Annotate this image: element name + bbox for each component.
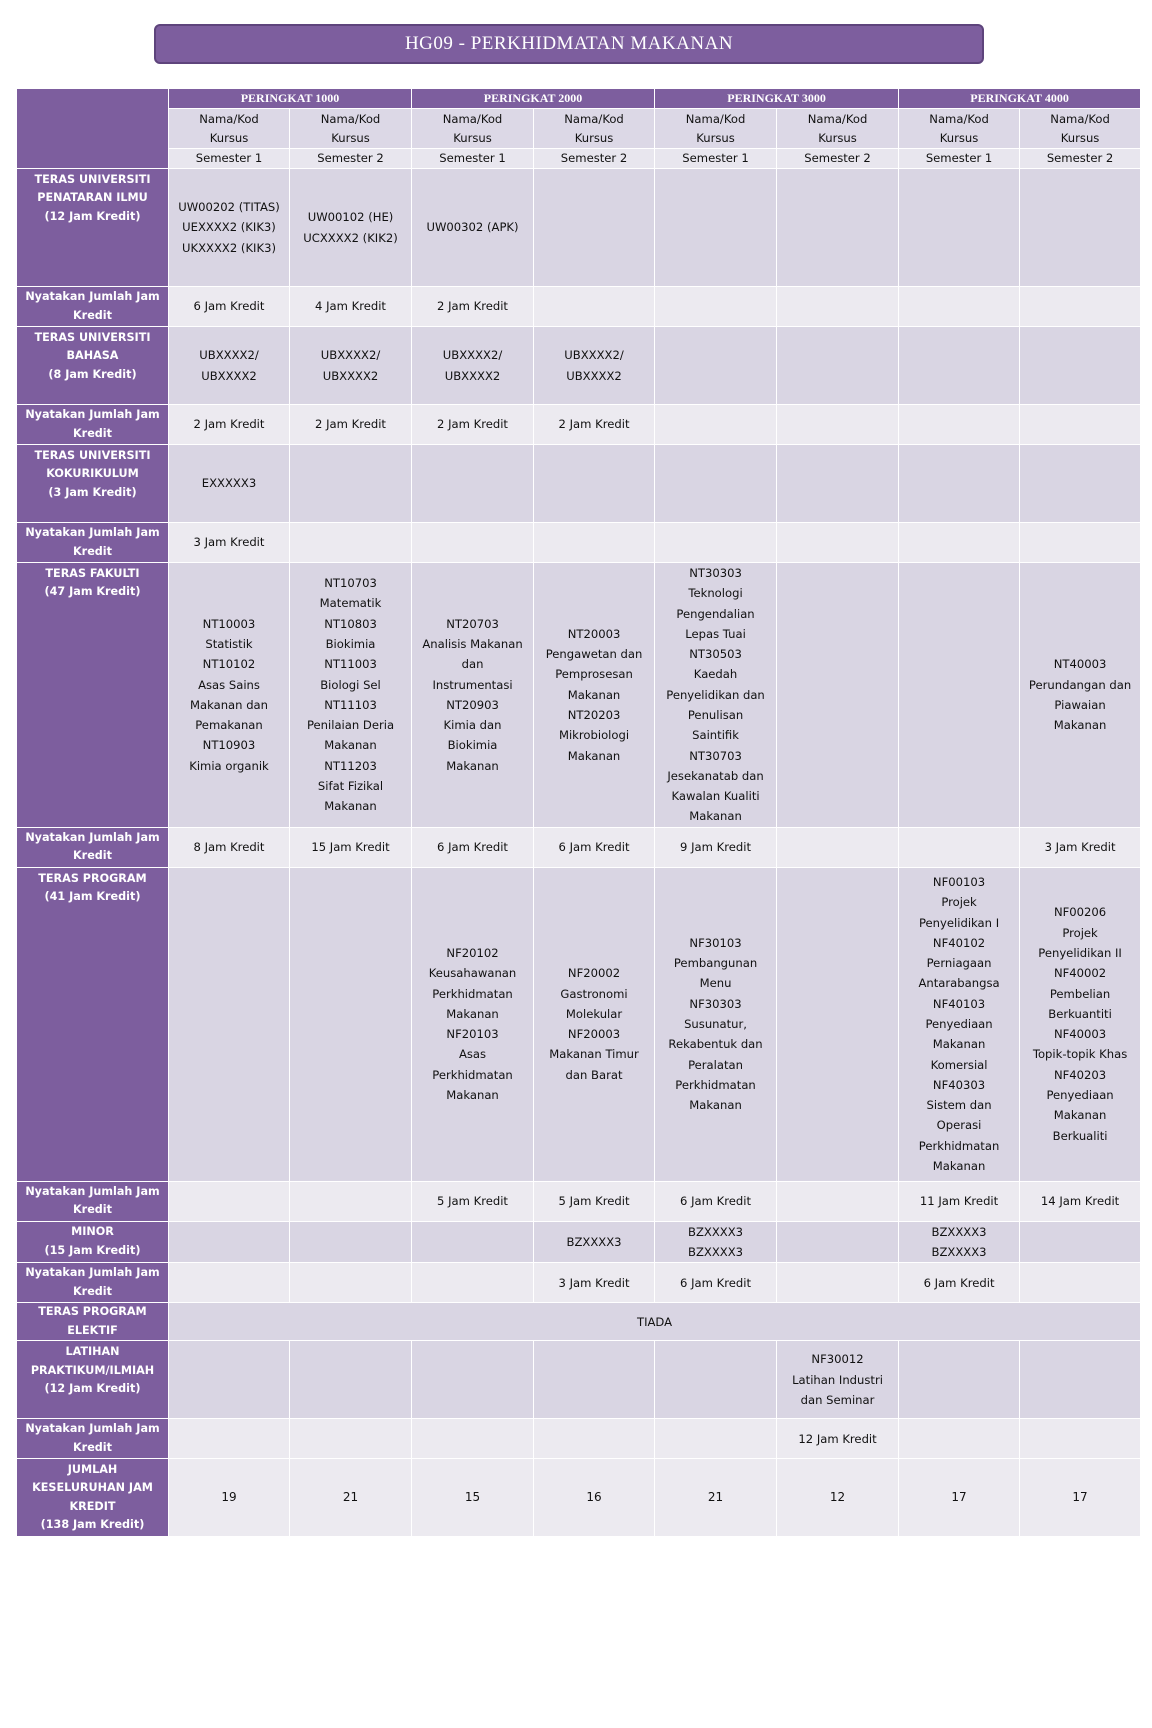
course-cell: [1020, 169, 1141, 287]
course-cell: UW00302 (APK): [412, 169, 534, 287]
curriculum-table: [16, 88, 1141, 1537]
credit-sum-cell: 4 Jam Kredit: [290, 287, 412, 327]
course-cell: [655, 445, 777, 523]
credit-sum-cell: 9 Jam Kredit: [655, 827, 777, 867]
credit-sum-cell: [899, 405, 1020, 445]
course-header: Nama/Kod Kursus: [777, 109, 899, 149]
credit-sum-cell: [777, 523, 899, 563]
page-title: HG09 - PERKHIDMATAN MAKANAN: [154, 24, 984, 64]
table-row: [17, 109, 1141, 149]
credit-sum-cell: 15 Jam Kredit: [290, 827, 412, 867]
credit-sum-cell: 2 Jam Kredit: [169, 405, 290, 445]
elektif-value: TIADA: [169, 1303, 1141, 1341]
credit-sum-cell: 6 Jam Kredit: [899, 1263, 1020, 1303]
table-row: [17, 1221, 1141, 1263]
credit-sum-cell: [655, 405, 777, 445]
course-cell: [290, 1341, 412, 1419]
course-cell: NF20102 Keusahawanan Perkhidmatan Makanan NF20103 Asas Perkhidmatan Makanan: [412, 867, 534, 1181]
course-cell: [1020, 1341, 1141, 1419]
course-cell: NT10703 Matematik NT10803 Biokimia NT11003 Biologi Sel NT11103 Penilaian Deria Makanan NT11203 Sifat Fizikal Makanan: [290, 563, 412, 828]
semester-header: Semester 2: [1020, 149, 1141, 169]
credit-sum-cell: [412, 1263, 534, 1303]
semester-header: Semester 1: [169, 149, 290, 169]
table-row: [17, 405, 1141, 445]
semester-header: Semester 1: [655, 149, 777, 169]
course-cell: [777, 563, 899, 828]
course-cell: NT20003 Pengawetan dan Pemprosesan Makanan NT20203 Mikrobiologi Makanan: [534, 563, 655, 828]
credit-sum-cell: [655, 287, 777, 327]
course-cell: [290, 1221, 412, 1263]
credit-sum-cell: 5 Jam Kredit: [412, 1181, 534, 1221]
total-credit-cell: 12: [777, 1459, 899, 1537]
course-cell: UBXXXX2/ UBXXXX2: [169, 327, 290, 405]
semester-header: Semester 1: [899, 149, 1020, 169]
total-credit-cell: 15: [412, 1459, 534, 1537]
course-cell: [412, 1221, 534, 1263]
course-cell: BZXXXX3 BZXXXX3: [655, 1221, 777, 1263]
course-cell: [777, 327, 899, 405]
table-row: [17, 149, 1141, 169]
total-credit-cell: 19: [169, 1459, 290, 1537]
course-cell: [1020, 445, 1141, 523]
total-credit-cell: 17: [899, 1459, 1020, 1537]
credit-sum-cell: [899, 523, 1020, 563]
course-cell: [777, 867, 899, 1181]
credit-sum-cell: 6 Jam Kredit: [655, 1181, 777, 1221]
table-row: [17, 523, 1141, 563]
course-cell: [1020, 327, 1141, 405]
course-cell: [1020, 1221, 1141, 1263]
course-cell: [169, 867, 290, 1181]
table-row: [17, 89, 1141, 109]
table-row: [17, 867, 1141, 1181]
credit-sum-cell: 12 Jam Kredit: [777, 1419, 899, 1459]
sum-label: Nyatakan Jumlah Jam Kredit: [17, 405, 169, 445]
level-header: PERINGKAT 1000: [169, 89, 412, 109]
course-cell: NF30012 Latihan Industri dan Seminar: [777, 1341, 899, 1419]
level-header: PERINGKAT 3000: [655, 89, 899, 109]
course-cell: NF00103 Projek Penyelidikan I NF40102 Perniagaan Antarabangsa NF40103 Penyediaan Makanan Komersial NF40303 Sistem dan Operasi Perkhidmatan Makanan: [899, 867, 1020, 1181]
table-row: [17, 1303, 1141, 1341]
credit-sum-cell: [534, 523, 655, 563]
credit-sum-cell: [899, 827, 1020, 867]
credit-sum-cell: 2 Jam Kredit: [412, 287, 534, 327]
course-cell: NF30103 Pembangunan Menu NF30303 Susunatur, Rekabentuk dan Peralatan Perkhidmatan Makanan: [655, 867, 777, 1181]
course-cell: NF20002 Gastronomi Molekular NF20003 Makanan Timur dan Barat: [534, 867, 655, 1181]
credit-sum-cell: 5 Jam Kredit: [534, 1181, 655, 1221]
semester-header: Semester 2: [777, 149, 899, 169]
credit-sum-cell: 14 Jam Kredit: [1020, 1181, 1141, 1221]
credit-sum-cell: [412, 1419, 534, 1459]
row-label-jumlah: JUMLAH KESELURUHAN JAM KREDIT (138 Jam Kredit): [17, 1459, 169, 1537]
course-cell: EXXXXX3: [169, 445, 290, 523]
course-cell: UW00202 (TITAS) UEXXXX2 (KIK3) UKXXXX2 (KIK3): [169, 169, 290, 287]
credit-sum-cell: [777, 405, 899, 445]
course-cell: [899, 327, 1020, 405]
table-row: [17, 1459, 1141, 1537]
semester-header: Semester 2: [534, 149, 655, 169]
course-cell: NT30303 Teknologi Pengendalian Lepas Tuai NT30503 Kaedah Penyelidikan dan Penulisan Saintifik NT30703 Jesekanatab dan Kawalan Kualiti Makanan: [655, 563, 777, 828]
course-cell: [412, 1341, 534, 1419]
course-cell: NT40003 Perundangan dan Piawaian Makanan: [1020, 563, 1141, 828]
course-cell: [899, 1341, 1020, 1419]
course-header: Nama/Kod Kursus: [169, 109, 290, 149]
course-header: Nama/Kod Kursus: [899, 109, 1020, 149]
row-label-teras-univ-bahasa: TERAS UNIVERSITI BAHASA (8 Jam Kredit): [17, 327, 169, 405]
credit-sum-cell: [1020, 1419, 1141, 1459]
course-cell: [899, 563, 1020, 828]
credit-sum-cell: [290, 523, 412, 563]
sum-label: Nyatakan Jumlah Jam Kredit: [17, 827, 169, 867]
table-row: [17, 1181, 1141, 1221]
credit-sum-cell: 3 Jam Kredit: [1020, 827, 1141, 867]
header-corner: [17, 89, 169, 169]
table-row: [17, 563, 1141, 828]
credit-sum-cell: [777, 1263, 899, 1303]
course-cell: [777, 445, 899, 523]
credit-sum-cell: [169, 1263, 290, 1303]
course-cell: [412, 445, 534, 523]
sum-label: Nyatakan Jumlah Jam Kredit: [17, 523, 169, 563]
credit-sum-cell: [777, 1181, 899, 1221]
credit-sum-cell: 2 Jam Kredit: [290, 405, 412, 445]
total-credit-cell: 21: [655, 1459, 777, 1537]
table-row: [17, 445, 1141, 523]
semester-header: Semester 1: [412, 149, 534, 169]
sum-label: Nyatakan Jumlah Jam Kredit: [17, 1181, 169, 1221]
credit-sum-cell: [1020, 287, 1141, 327]
credit-sum-cell: 6 Jam Kredit: [412, 827, 534, 867]
table-row: [17, 327, 1141, 405]
credit-sum-cell: [534, 287, 655, 327]
course-cell: UBXXXX2/ UBXXXX2: [534, 327, 655, 405]
table-row: [17, 287, 1141, 327]
course-cell: BZXXXX3 BZXXXX3: [899, 1221, 1020, 1263]
sum-label: Nyatakan Jumlah Jam Kredit: [17, 287, 169, 327]
semester-header: Semester 2: [290, 149, 412, 169]
credit-sum-cell: 2 Jam Kredit: [412, 405, 534, 445]
sum-label: Nyatakan Jumlah Jam Kredit: [17, 1263, 169, 1303]
level-header: PERINGKAT 2000: [412, 89, 655, 109]
course-cell: NT10003 Statistik NT10102 Asas Sains Makanan dan Pemakanan NT10903 Kimia organik: [169, 563, 290, 828]
credit-sum-cell: [169, 1419, 290, 1459]
credit-sum-cell: 3 Jam Kredit: [534, 1263, 655, 1303]
course-header: Nama/Kod Kursus: [534, 109, 655, 149]
course-cell: [655, 327, 777, 405]
credit-sum-cell: [777, 827, 899, 867]
credit-sum-cell: [777, 287, 899, 327]
course-cell: BZXXXX3: [534, 1221, 655, 1263]
table-row: [17, 1341, 1141, 1419]
course-cell: [777, 1221, 899, 1263]
table-row: [17, 1419, 1141, 1459]
table-row: [17, 827, 1141, 867]
table-row: [17, 169, 1141, 287]
credit-sum-cell: 8 Jam Kredit: [169, 827, 290, 867]
course-cell: [169, 1341, 290, 1419]
total-credit-cell: 17: [1020, 1459, 1141, 1537]
credit-sum-cell: [899, 287, 1020, 327]
credit-sum-cell: 3 Jam Kredit: [169, 523, 290, 563]
credit-sum-cell: [290, 1419, 412, 1459]
course-cell: [534, 169, 655, 287]
credit-sum-cell: [290, 1181, 412, 1221]
row-label-teras-program: TERAS PROGRAM (41 Jam Kredit): [17, 867, 169, 1181]
course-header: Nama/Kod Kursus: [1020, 109, 1141, 149]
course-cell: NF00206 Projek Penyelidikan II NF40002 Pembelian Berkuantiti NF40003 Topik-topik Khas NF40203 Penyediaan Makanan Berkualiti: [1020, 867, 1141, 1181]
credit-sum-cell: [534, 1419, 655, 1459]
course-cell: [655, 1341, 777, 1419]
credit-sum-cell: 6 Jam Kredit: [655, 1263, 777, 1303]
credit-sum-cell: 11 Jam Kredit: [899, 1181, 1020, 1221]
credit-sum-cell: [899, 1419, 1020, 1459]
credit-sum-cell: [169, 1181, 290, 1221]
credit-sum-cell: 2 Jam Kredit: [534, 405, 655, 445]
credit-sum-cell: 6 Jam Kredit: [169, 287, 290, 327]
credit-sum-cell: [290, 1263, 412, 1303]
credit-sum-cell: [1020, 1263, 1141, 1303]
row-label-minor: MINOR (15 Jam Kredit): [17, 1221, 169, 1263]
course-cell: [534, 445, 655, 523]
credit-sum-cell: [1020, 523, 1141, 563]
course-cell: [290, 445, 412, 523]
row-label-elektif: TERAS PROGRAM ELEKTIF: [17, 1303, 169, 1341]
table-row: [17, 1263, 1141, 1303]
row-label-teras-univ-ilmu: TERAS UNIVERSITI PENATARAN ILMU (12 Jam Kredit): [17, 169, 169, 287]
course-cell: [899, 445, 1020, 523]
credit-sum-cell: 6 Jam Kredit: [534, 827, 655, 867]
row-label-teras-fakulti: TERAS FAKULTI (47 Jam Kredit): [17, 563, 169, 828]
credit-sum-cell: [655, 523, 777, 563]
course-cell: UW00102 (HE) UCXXXX2 (KIK2): [290, 169, 412, 287]
course-cell: NT20703 Analisis Makanan dan Instrumentasi NT20903 Kimia dan Biokimia Makanan: [412, 563, 534, 828]
course-cell: [899, 169, 1020, 287]
course-cell: [169, 1221, 290, 1263]
total-credit-cell: 21: [290, 1459, 412, 1537]
row-label-teras-univ-koku: TERAS UNIVERSITI KOKURIKULUM (3 Jam Kredit): [17, 445, 169, 523]
level-header: PERINGKAT 4000: [899, 89, 1141, 109]
course-header: Nama/Kod Kursus: [655, 109, 777, 149]
course-cell: [290, 867, 412, 1181]
total-credit-cell: 16: [534, 1459, 655, 1537]
credit-sum-cell: [655, 1419, 777, 1459]
credit-sum-cell: [412, 523, 534, 563]
row-label-latihan: LATIHAN PRAKTIKUM/ILMIAH (12 Jam Kredit): [17, 1341, 169, 1419]
course-cell: UBXXXX2/ UBXXXX2: [290, 327, 412, 405]
course-cell: [534, 1341, 655, 1419]
credit-sum-cell: [1020, 405, 1141, 445]
course-cell: [655, 169, 777, 287]
course-cell: UBXXXX2/ UBXXXX2: [412, 327, 534, 405]
sum-label: Nyatakan Jumlah Jam Kredit: [17, 1419, 169, 1459]
course-header: Nama/Kod Kursus: [412, 109, 534, 149]
course-cell: [777, 169, 899, 287]
course-header: Nama/Kod Kursus: [290, 109, 412, 149]
